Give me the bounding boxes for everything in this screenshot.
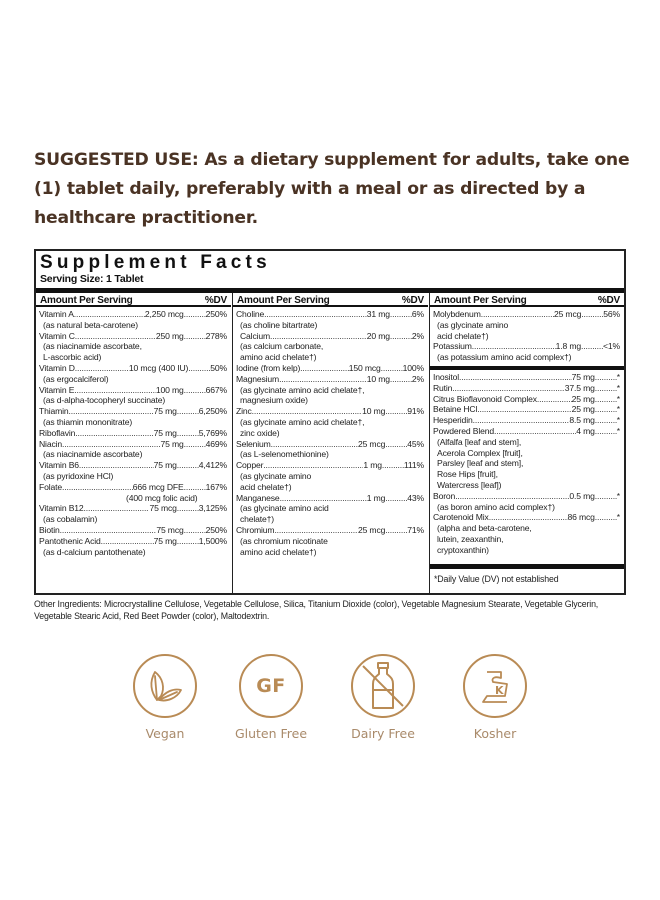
nutrient-name: Vitamin E: [39, 384, 75, 395]
leader-dots: [455, 491, 569, 502]
nutrient-source-note: (as d-alpha-tocopheryl succinate): [43, 395, 166, 406]
column-header: [430, 293, 624, 307]
nutrient-row: [36, 331, 231, 342]
nutrient-name: Thiamin: [39, 406, 69, 417]
leader-dots: [177, 536, 199, 547]
leader-dots: [75, 363, 129, 374]
nutrient-name: Biotin: [39, 524, 60, 535]
nutrient-source-note: (as boron amino acid complex†): [437, 501, 555, 512]
nutrient-row: [233, 525, 428, 536]
nutrient-source-note: (as calcium carbonate,: [240, 341, 324, 352]
nutrient-dv: 6%: [411, 309, 424, 319]
svg-text:K: K: [495, 684, 504, 697]
serving-size: Serving Size: 1 Tablet: [40, 273, 144, 285]
nutrient-row: [36, 536, 231, 547]
nutrient-amount: 75 mg: [571, 371, 595, 382]
nutrient-row: [430, 491, 624, 502]
nutrient-dv: *: [616, 512, 620, 523]
badge-label: Gluten Free: [234, 726, 308, 741]
nutrient-source-note: Parsley [leaf and stem],: [437, 458, 524, 469]
leader-dots: [477, 404, 571, 415]
leader-dots: [74, 385, 156, 396]
nutrient-source-note: L-ascorbic acid): [43, 352, 102, 363]
nutrient-source-note: lutein, zeaxanthin,: [437, 533, 504, 544]
nutrient-amount: 75 mcg: [156, 524, 184, 535]
nutrient-row: [233, 309, 428, 320]
badge-label: Dairy Free: [351, 726, 415, 741]
nutrient-dv: *: [616, 425, 620, 436]
suggested-use-text: SUGGESTED USE: As a dietary supplement for adults, take one (1) tablet daily, preferably with a meal or as directed by a healthcare practitioner.: [34, 150, 630, 228]
nutrient-row: [430, 372, 624, 383]
leader-dots: [472, 341, 556, 352]
nutrient-source-note: magnesium oxide): [240, 395, 308, 406]
nutrient-row: [233, 406, 428, 417]
nutrient-name: Vitamin A: [39, 309, 74, 319]
leader-dots: [390, 374, 412, 385]
nutrient-name: Rutin: [433, 382, 453, 393]
nutrient-source-note: (as ergocalciferol): [43, 373, 109, 384]
nutrient-row: [36, 439, 231, 450]
facts-title: Supplement Facts: [40, 252, 271, 273]
leader-dots: [263, 460, 363, 471]
nutrient-name: Zinc: [236, 406, 252, 417]
nutrient-dv: 45%: [407, 438, 424, 449]
nutrient-amount: 75 mg: [153, 460, 177, 471]
nutrient-row: [36, 309, 231, 320]
leader-dots: [595, 415, 617, 426]
nutrient-amount: 25 mcg: [357, 438, 386, 449]
nutrient-dv: 111%: [403, 460, 424, 471]
leader-dots: [69, 406, 154, 417]
leader-dots: [595, 394, 617, 405]
nutrient-source-note: (as glycinate amino acid chelate†,: [240, 416, 365, 427]
leader-dots: [274, 525, 358, 536]
nutrient-row: [430, 341, 624, 352]
nutrient-source-note: chelate†): [240, 514, 275, 525]
badge-vegan: [120, 654, 210, 741]
nutrient-name: Hesperidin: [433, 415, 473, 426]
nutrient-row: [233, 439, 428, 450]
nutrient-source-note: (as potassium amino acid complex†): [437, 352, 572, 363]
leader-dots: [595, 426, 617, 437]
nutrient-amount: 75 mg: [153, 427, 177, 438]
nutrient-amount: 100 mg: [155, 384, 184, 395]
leader-dots: [595, 383, 617, 394]
nutrient-amount: 2,250 mcg: [144, 309, 184, 319]
dv-header: %DV: [597, 295, 620, 306]
nutrient-amount: 31 mg: [366, 309, 390, 319]
nutrient-row: [430, 415, 624, 426]
leader-dots: [184, 331, 206, 342]
nutrient-source-note: (as cobalamin): [43, 514, 98, 525]
nutrient-amount: 25 mcg: [357, 524, 386, 535]
leader-dots: [595, 372, 617, 383]
nutrient-amount: 25 mg: [571, 393, 595, 404]
nutrient-row: [233, 460, 428, 471]
nutrient-amount: 0.5 mg: [569, 490, 595, 501]
nutrient-name: Carotenoid Mix: [433, 512, 489, 523]
nutrient-source-note: cryptoxanthin): [437, 544, 489, 555]
nutrient-source-note: (as pyridoxine HCl): [43, 470, 114, 481]
leader-dots: [177, 406, 199, 417]
nutrient-amount: 20 mg: [366, 330, 390, 341]
nutrient-dv: *: [616, 382, 620, 393]
nutrient-source-note: amino acid chelate†): [240, 546, 317, 557]
nutrient-dv: 71%: [407, 524, 424, 535]
dv-header: %DV: [401, 295, 424, 306]
nutrient-name: Chromium: [236, 524, 275, 535]
column-header: [36, 293, 231, 307]
leader-dots: [79, 460, 154, 471]
nutrient-amount: 25 mg: [571, 404, 595, 415]
nutrient-dv: *: [616, 415, 620, 426]
nutrient-dv: *: [616, 371, 620, 382]
other-ingredients: Other Ingredients: Microcrystalline Cellulose, Vegetable Cellulose, Silica, Titanium Dioxide (color), Vegetable Magnesium Stearate, Vegetable Glycerin, Vegetable Stearic Acid, Red Beet Powder (color), Maltodextrin.: [34, 599, 599, 621]
nutrient-amount: 37.5 mg: [564, 382, 595, 393]
nutrient-source-note: (alpha and beta-carotene,: [437, 523, 532, 534]
nutrient-source-note: (400 mcg folic acid): [126, 492, 198, 503]
leader-dots: [459, 372, 572, 383]
nutrient-name: Boron: [433, 490, 456, 501]
leader-dots: [270, 331, 367, 342]
leader-dots: [177, 503, 199, 514]
leader-dots: [184, 309, 206, 320]
nutrient-name: Vitamin B12: [39, 503, 84, 514]
badge-kosher: [450, 654, 540, 741]
leader-dots: [84, 503, 150, 514]
nutrient-row: [36, 385, 231, 396]
leader-dots: [62, 439, 160, 450]
milk-bottle-crossed-icon: [353, 656, 413, 716]
leader-dots: [271, 439, 358, 450]
dv-footnote: *Daily Value (DV) not established: [434, 574, 559, 585]
nutrient-name: Betaine HCl: [433, 404, 478, 415]
nutrient-row: [430, 309, 624, 320]
nutrient-amount: 75 mg: [160, 438, 184, 449]
amount-per-serving-header: Amount Per Serving: [40, 295, 133, 306]
nutrient-source-note: (as d-calcium pantothenate): [43, 546, 146, 557]
nutrient-source-note: (as L-selenomethionine): [240, 449, 329, 460]
leader-dots: [581, 309, 603, 320]
leader-dots: [385, 406, 407, 417]
nutrient-source-note: amino acid chelate†): [240, 352, 317, 363]
nutrient-source-note: zinc oxide): [240, 427, 280, 438]
facts-column-3: [429, 293, 624, 593]
leader-dots: [184, 482, 206, 493]
facts-column-1: [36, 293, 231, 593]
nutrient-source-note: acid chelate†): [437, 330, 489, 341]
nutrient-amount: 10 mcg (400 IU): [128, 362, 189, 373]
nutrient-dv: 250%: [205, 309, 227, 319]
nutrient-row: [36, 428, 231, 439]
leader-dots: [595, 512, 617, 523]
nutrient-name: Inositol: [433, 371, 460, 382]
nutrient-dv: 4,412%: [198, 460, 227, 471]
nutrient-dv: <1%: [603, 341, 620, 352]
nutrient-row: [36, 406, 231, 417]
leader-dots: [101, 536, 154, 547]
nutrient-list: [430, 309, 624, 363]
nutrient-amount: 1 mg: [363, 460, 382, 471]
nutrient-row: [36, 503, 231, 514]
nutrient-source-note: (Alfalfa [leaf and stem],: [437, 436, 522, 447]
badge-dairy-free: [338, 654, 428, 741]
nutrient-row: [233, 374, 428, 385]
nutrient-list: [233, 309, 428, 557]
nutrient-source-note: (as niacinamide ascorbate): [43, 449, 143, 460]
nutrient-name: Pantothenic Acid: [39, 535, 101, 546]
leader-dots: [264, 309, 367, 320]
leader-dots: [300, 363, 349, 374]
nutrient-name: Vitamin D: [39, 362, 75, 373]
nutrient-row: [36, 525, 231, 536]
facts-column-2: [232, 293, 428, 593]
nutrient-amount: 1 mg: [366, 492, 386, 503]
badge-gluten-free: [226, 654, 316, 741]
nutrient-dv: 56%: [603, 309, 620, 319]
nutrient-amount: 86 mcg: [567, 512, 595, 523]
nutrient-dv: 100%: [402, 362, 424, 373]
nutrient-row: [36, 363, 231, 374]
nutrient-list: [36, 309, 231, 557]
nutrient-dv: *: [616, 393, 620, 404]
nutrient-dv: 667%: [205, 384, 227, 395]
leader-dots: [184, 525, 206, 536]
divider-thick: [430, 366, 624, 370]
leader-dots: [60, 525, 157, 536]
nutrient-name: Citrus Bioflavonoid Complex: [433, 393, 537, 404]
leader-dots: [494, 426, 576, 437]
nutrient-dv: 167%: [205, 481, 227, 492]
dv-header: %DV: [204, 295, 227, 306]
leader-dots: [188, 363, 210, 374]
leader-dots: [62, 482, 133, 493]
nutrient-row: [430, 426, 624, 437]
nutrient-source-note: (as glycinate amino: [240, 470, 312, 481]
leader-dots: [177, 460, 199, 471]
nutrient-source-note: Watercress [leaf]): [437, 479, 502, 490]
leader-dots: [280, 493, 367, 504]
nutrient-source-note: (as natural beta-carotene): [43, 319, 138, 330]
nutrient-row: [430, 383, 624, 394]
leader-dots: [75, 428, 153, 439]
nutrient-amount: 8.5 mg: [569, 415, 595, 426]
leader-dots: [390, 309, 412, 320]
leader-dots: [473, 415, 570, 426]
leader-dots: [177, 428, 199, 439]
nutrient-dv: 250%: [205, 524, 227, 535]
nutrient-dv: 50%: [210, 362, 227, 373]
nutrient-name: Copper: [236, 460, 264, 471]
nutrient-source-note: (as glycinate amino: [437, 319, 509, 330]
nutrient-amount: 25 mcg: [553, 309, 582, 319]
nutrient-amount: 4 mg: [576, 425, 595, 436]
nutrient-dv: 91%: [407, 406, 424, 417]
leader-dots: [595, 404, 617, 415]
nutrient-row: [430, 394, 624, 405]
nutrient-source-note: Acerola Complex [fruit],: [437, 447, 523, 458]
nutrient-row: [36, 482, 231, 493]
other-ingredient-list: [430, 372, 624, 556]
leader-dots: [74, 309, 145, 320]
nutrient-amount: 1.8 mg: [555, 341, 581, 352]
nutrient-source-note: (as chromium nicotinate: [240, 535, 328, 546]
nutrient-dv: 43%: [407, 492, 424, 503]
supplement-facts-panel: [34, 249, 626, 595]
nutrient-name: Iodine (from kelp): [236, 362, 301, 373]
nutrient-dv: 5,769%: [198, 427, 227, 438]
nutrient-dv: *: [616, 490, 620, 501]
leader-dots: [595, 491, 617, 502]
nutrient-dv: 2%: [411, 330, 424, 341]
nutrient-name: Potassium: [433, 341, 472, 352]
nutrient-amount: 150 mcg: [348, 362, 381, 373]
amount-per-serving-header: Amount Per Serving: [434, 295, 527, 306]
nutrient-dv: *: [616, 404, 620, 415]
nutrient-amount: 75 mcg: [149, 503, 177, 514]
leader-dots: [581, 341, 603, 352]
leader-dots: [537, 394, 572, 405]
nutrient-row: [233, 363, 428, 374]
nutrient-amount: 75 mg: [153, 406, 177, 417]
nutrient-name: Powdered Blend: [433, 425, 494, 436]
nutrient-dv: 6,250%: [198, 406, 227, 417]
nutrient-amount: 10 mg: [362, 406, 386, 417]
nutrient-dv: 1,500%: [198, 535, 227, 546]
nutrient-source-note: (as glycinate amino acid chelate†,: [240, 384, 365, 395]
nutrient-name: Manganese: [236, 492, 280, 503]
leader-dots: [489, 512, 568, 523]
nutrient-name: Vitamin C: [39, 330, 75, 341]
nutrient-name: Selenium: [236, 438, 271, 449]
leader-dots: [75, 331, 156, 342]
nutrient-row: [430, 404, 624, 415]
badge-label: Kosher: [473, 726, 517, 741]
nutrient-amount: 250 mg: [155, 330, 184, 341]
divider-thick: [430, 564, 624, 569]
leader-dots: [252, 406, 362, 417]
leader-dots: [381, 363, 403, 374]
nutrient-source-note: (as choline bitartrate): [240, 319, 318, 330]
leader-dots: [184, 439, 206, 450]
leader-dots: [279, 374, 367, 385]
nutrient-name: Vitamin B6: [39, 460, 79, 471]
nutrient-name: Molybdenum: [433, 309, 481, 319]
nutrient-source-note: acid chelate†): [240, 481, 292, 492]
nutrient-source-note: (as thiamin mononitrate): [43, 416, 133, 427]
nutrient-row: [36, 460, 231, 471]
gf-icon: GF: [256, 675, 286, 697]
badge-label: Vegan: [145, 726, 185, 741]
nutrient-dv: 3,125%: [198, 503, 227, 514]
leader-dots: [390, 331, 412, 342]
nutrient-row: [233, 493, 428, 504]
nutrient-row: [233, 331, 428, 342]
leader-dots: [382, 460, 404, 471]
leader-dots: [385, 525, 407, 536]
leader-dots: [452, 383, 564, 394]
nutrient-amount: 666 mcg DFE: [132, 481, 184, 492]
nutrient-name: Folate: [39, 481, 62, 492]
nutrient-source-note: (as niacinamide ascorbate,: [43, 341, 142, 352]
nutrient-source-note: Rose Hips [fruit],: [437, 469, 498, 480]
nutrient-name: Riboflavin: [39, 427, 76, 438]
nutrient-source-note: (as glycinate amino acid: [240, 503, 329, 514]
nutrient-amount: 75 mg: [153, 535, 177, 546]
amount-per-serving-header: Amount Per Serving: [237, 295, 330, 306]
nutrient-name: Magnesium: [236, 373, 280, 384]
leaf-icon: [143, 664, 187, 708]
nutrient-name: Choline: [236, 309, 265, 319]
leader-dots: [385, 439, 407, 450]
nutrient-amount: 10 mg: [366, 373, 390, 384]
leader-dots: [184, 385, 206, 396]
nutrient-name: Niacin: [39, 438, 62, 449]
nutrient-row: [430, 512, 624, 523]
leader-dots: [481, 309, 554, 320]
nutrient-dv: 278%: [205, 330, 227, 341]
leader-dots: [385, 493, 407, 504]
column-header: [233, 293, 428, 307]
nutrient-dv: 2%: [411, 373, 424, 384]
kosher-k-icon: [473, 664, 517, 708]
nutrient-name: Calcium: [240, 330, 270, 341]
nutrient-dv: 469%: [205, 438, 227, 449]
